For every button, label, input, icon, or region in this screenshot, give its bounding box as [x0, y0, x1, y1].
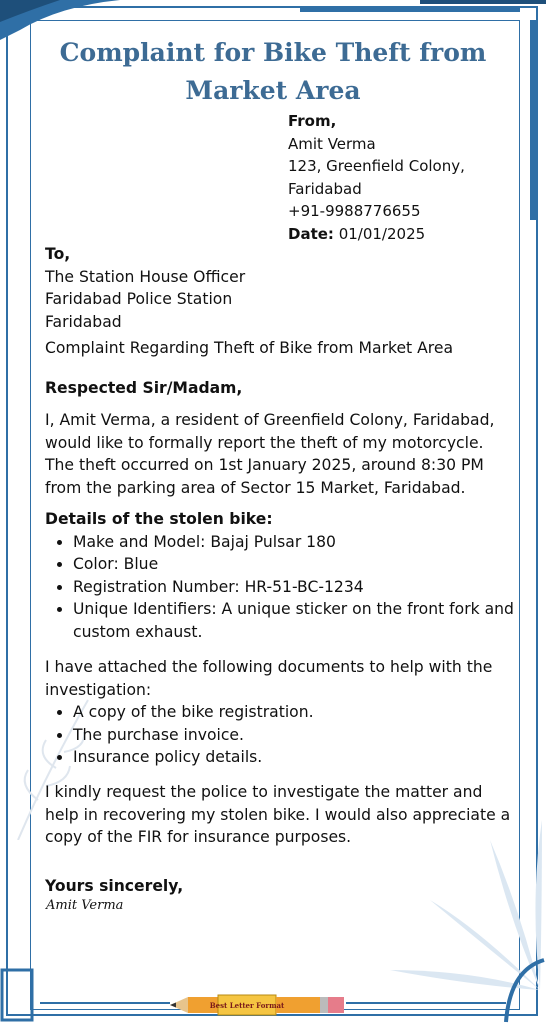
page-title: Complaint for Bike Theft from Market Area	[59, 38, 487, 105]
sender-address-line1: 123, Greenfield Colony,	[288, 157, 465, 175]
corner-decoration-top-right	[300, 0, 546, 30]
date-label: Date:	[288, 224, 334, 243]
sender-block	[288, 110, 528, 245]
date-value: 01/01/2025	[338, 224, 426, 243]
signature: Amit Verma	[46, 898, 124, 913]
logo-text: Best Letter Format	[209, 1001, 285, 1010]
footer-rule-left	[40, 1002, 170, 1006]
sender-name: Amit Verma	[288, 134, 376, 153]
list-item: • A copy of the bike registration.	[73, 701, 515, 724]
details-section	[45, 508, 515, 643]
details-list	[45, 531, 515, 644]
attachments-section	[45, 656, 515, 769]
list-item: • The purchase invoice.	[73, 724, 515, 747]
corner-decoration-bottom-left	[0, 960, 40, 1024]
request-paragraph: I kindly request the police to investigate the matter and help in recovering my stolen bike. I would also appreciate a copy of the FIR for insurance purposes.	[45, 783, 511, 846]
footer-rule-right	[346, 1002, 506, 1006]
list-item: • Unique Identifiers: A unique sticker on the front fork and custom exhaust.	[73, 598, 515, 643]
date-line	[288, 223, 528, 246]
corner-decoration-bottom-right	[500, 950, 546, 1024]
recipient-line1: The Station House Officer	[45, 267, 246, 286]
to-label: To,	[45, 245, 71, 263]
side-accent-bar	[528, 20, 540, 220]
list-item: • Color: Blue	[73, 553, 515, 576]
list-item: • Make and Model: Bajaj Pulsar 180	[73, 531, 515, 554]
list-item: • Registration Number: HR-51-BC-1234	[73, 576, 515, 599]
sender-phone: +91-9988776655	[288, 202, 421, 220]
recipient-line3: Faridabad	[45, 312, 122, 331]
list-item: • Insurance policy details.	[73, 746, 515, 769]
closing: Yours sincerely,	[45, 877, 184, 895]
recipient-line2: Faridabad Police Station	[45, 290, 233, 308]
details-heading: Details of the stolen bike:	[45, 510, 273, 528]
documents-list	[45, 701, 515, 769]
intro-paragraph: I, Amit Verma, a resident of Greenfield Colony, Faridabad, would like to formally report the theft of my motorcycle. The theft occurred on 1st January 2025, around 8:30 PM from the parking area of Sector 15 Market, Faridabad.	[45, 411, 495, 497]
salutation: Respected Sir/Madam,	[45, 379, 243, 397]
sender-address-line2: Faridabad	[288, 179, 362, 198]
recipient-block	[45, 243, 515, 333]
subject-line: Complaint Regarding Theft of Bike from Market Area	[45, 339, 454, 357]
attachments-intro: I have attached the following documents to help with the investigation:	[45, 658, 493, 699]
from-label: From,	[288, 112, 337, 130]
